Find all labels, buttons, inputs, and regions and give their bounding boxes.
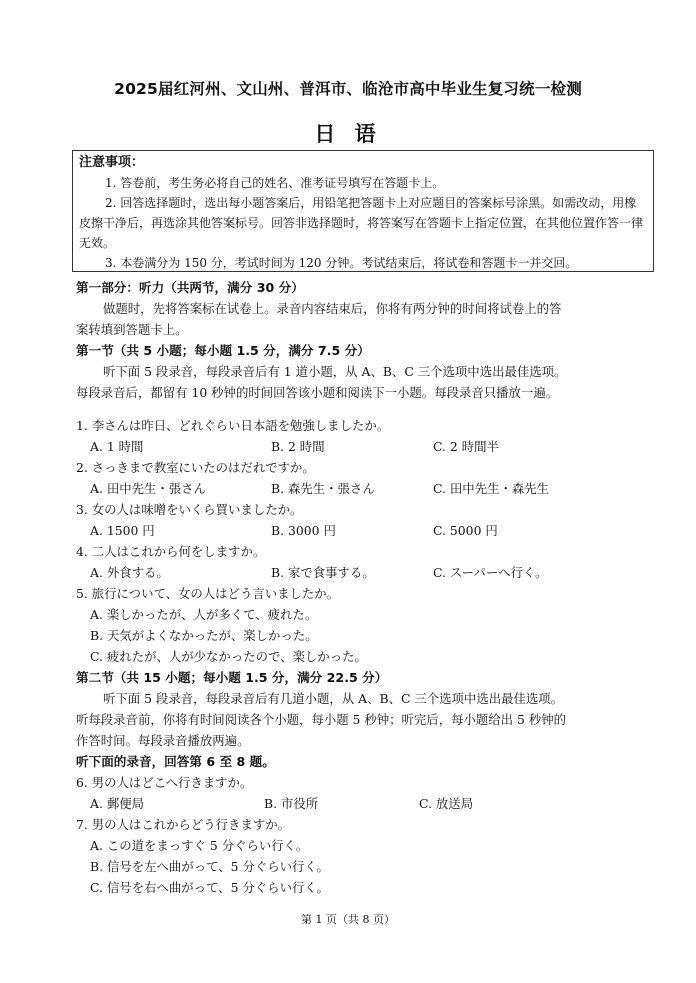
question-7-option-b: B. 信号を左へ曲がって、5 分ぐらい行く。 — [90, 859, 329, 874]
section2-instruction-line-1: 听下面 5 段录音，每段录音后有几道小题，从 A、B、C 三个选项中选出最佳选项。 — [103, 691, 564, 706]
part1-instruction-line-1: 做题时，先将答案标在试卷上。录音内容结束后，你将有两分钟的时间将试卷上的答 — [103, 301, 562, 316]
question-4-options — [76, 562, 656, 583]
part1-instruction-line-2: 案转填到答题卡上。 — [76, 322, 188, 337]
option-c: C. 5000 円 — [433, 523, 498, 538]
question-7-option-c: C. 信号を右へ曲がって、5 分ぐらい行く。 — [90, 880, 329, 895]
option-b: B. 3000 円 — [271, 523, 336, 538]
option-a: A. 田中先生・張さん — [90, 481, 206, 496]
page-footer: 第 1 页（共 8 页） — [301, 913, 395, 926]
question-3: 3. 女の人は味噌をいくら買いましたか。 — [76, 502, 303, 517]
question-2-options — [76, 478, 656, 499]
option-a: A. 1500 円 — [90, 523, 155, 538]
option-c: C. 2 時間半 — [433, 439, 499, 454]
notice-box — [72, 150, 654, 272]
notice-item-1: 1. 答卷前，考生务必将自己的姓名、准考证号填写在答题卡上。 — [105, 176, 445, 190]
section2-sub-heading: 听下面的录音，回答第 6 至 8 题。 — [76, 754, 275, 769]
section1-instruction-line-1: 听下面 5 段录音，每段录音后有 1 道小题，从 A、B、C 三个选项中选出最佳选项。 — [103, 364, 567, 379]
option-a: A. 外食する。 — [90, 565, 169, 580]
section1-heading: 第一节（共 5 小题；每小题 1.5 分，满分 7.5 分） — [76, 343, 370, 358]
part1-heading: 第一部分：听力（共两节，满分 30 分） — [76, 280, 304, 295]
section2-instruction-line-3: 作答时间。每段录音播放两遍。 — [76, 733, 250, 748]
option-b: B. 2 時間 — [271, 439, 325, 454]
option-c: C. スーパーへ行く。 — [433, 565, 548, 580]
subject-title: 日 语 — [314, 122, 382, 146]
section2-heading: 第二节（共 15 小题；每小题 1.5 分，满分 22.5 分） — [76, 670, 388, 685]
question-5-option-a: A. 楽しかったが、人が多くて、疲れた。 — [90, 607, 318, 622]
exam-content — [76, 277, 656, 898]
question-5-option-c: C. 疲れたが、人が少なかったので、楽しかった。 — [90, 649, 367, 664]
option-b: B. 市役所 — [264, 796, 319, 811]
question-5-option-b: B. 天気がよくなかったが、楽しかった。 — [90, 628, 318, 643]
question-7-option-a: A. この道をまっすぐ 5 分ぐらい行く。 — [90, 838, 309, 853]
question-2: 2. さっきまで教室にいたのはだれですか。 — [76, 460, 315, 475]
notice-item-2: 2. 回答选择题时，选出每小题答案后，用铅笔把答题卡上对应题目的答案标号涂黑。如需改动，用橡皮擦干净后，再选涂其他答案标号。回答非选择题时，将答案写在答题卡上指定位置，在其他位置作答一律无效。 — [79, 196, 644, 250]
section2-instruction-line-2: 听每段录音前，你将有时间阅读各个小题，每小题 5 秒钟；听完后，每小题给出 5 秒钟的 — [76, 712, 566, 727]
question-4: 4. 二人はこれから何をしますか。 — [76, 544, 266, 559]
question-5: 5. 旅行について、女の人はどう言いましたか。 — [76, 586, 340, 601]
question-1-options — [76, 436, 656, 457]
section1-instruction-line-2: 每段录音后，都留有 10 秒钟的时间回答该小题和阅读下一小题。每段录音只播放一遍。 — [76, 385, 559, 400]
question-1: 1. 李さんは昨日、どれぐらい日本語を勉強しましたか。 — [76, 418, 390, 433]
exam-title: 2025届红河州、文山州、普洱市、临沧市高中毕业生复习统一检测 — [114, 80, 582, 98]
question-3-options — [76, 520, 656, 541]
question-6: 6. 男の人はどこへ行きますか。 — [76, 775, 253, 790]
option-c: C. 田中先生・森先生 — [433, 481, 550, 496]
option-b: B. 森先生・張さん — [271, 481, 375, 496]
option-c: C. 放送局 — [419, 796, 474, 811]
question-7: 7. 男の人はこれからどう行きますか。 — [76, 817, 291, 832]
question-6-options — [76, 793, 656, 814]
option-a: A. 郵便局 — [90, 796, 144, 811]
notice-item-3: 3. 本卷满分为 150 分，考试时间为 120 分钟。考试结束后，将试卷和答题卡一并交回。 — [105, 256, 578, 270]
option-b: B. 家で食事する。 — [271, 565, 375, 580]
notice-heading: 注意事项： — [79, 155, 145, 170]
option-a: A. 1 時間 — [90, 439, 144, 454]
